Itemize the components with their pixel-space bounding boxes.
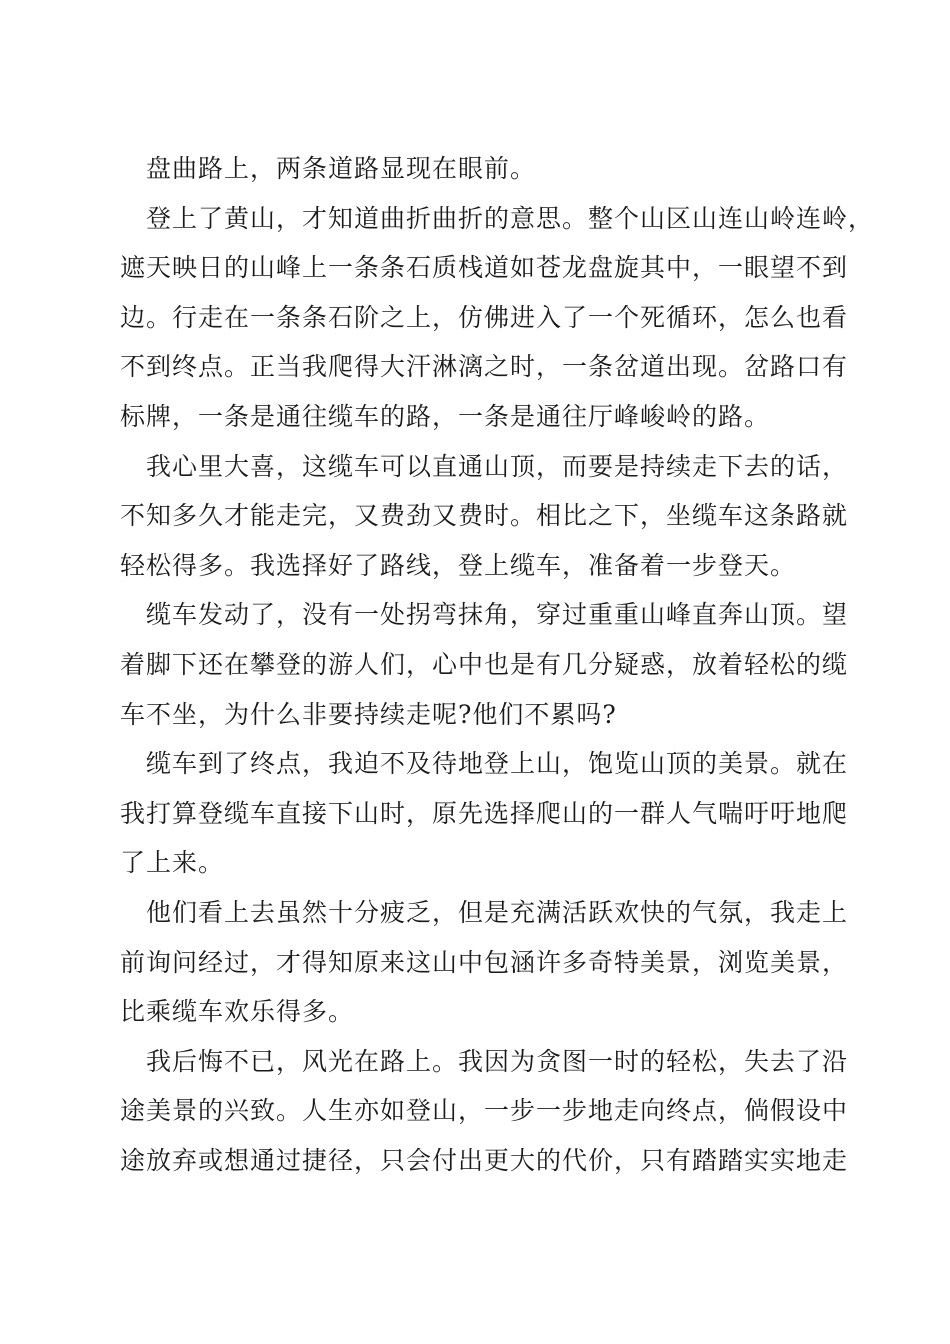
paragraph-line: 轻松得多。我选择好了路线，登上缆车，准备着一步登天。	[120, 550, 797, 580]
paragraph-line: 盘曲路上，两条道路显现在眼前。	[146, 154, 537, 183]
paragraph-line: 途美景的兴致。人生亦如登山，一步一步地走向终点，倘假设中	[120, 1096, 849, 1126]
paragraph-line: 缆车发动了，没有一处拐弯抹角，穿过重重山峰直奔山顶。望	[146, 600, 849, 630]
paragraph-line: 比乘缆车欢乐得多。	[120, 997, 355, 1027]
paragraph-1	[120, 144, 846, 194]
paragraph-line: 了上来。	[120, 848, 225, 878]
paragraph-line: 车不坐，为什么非要持续走呢?他们不累吗?	[120, 699, 617, 729]
paragraph-line: 途放弃或想通过捷径，只会付出更大的代价，只有踏踏实实地走	[120, 1145, 849, 1175]
document-body	[120, 144, 875, 1185]
paragraph-6	[120, 888, 849, 1037]
paragraph-line: 遮天映日的山峰上一条条石质栈道如苍龙盘旋其中，一眼望不到	[120, 253, 849, 283]
paragraph-line: 标牌，一条是通往缆车的路，一条是通往厅峰峻岭的路。	[120, 401, 771, 431]
paragraph-line: 缆车到了终点，我迫不及待地登上山，饱览山顶的美景。就在	[146, 749, 849, 779]
paragraph-3	[120, 442, 849, 591]
paragraph-line: 不到终点。正当我爬得大汗淋漓之时，一条岔道出现。岔路口有	[120, 352, 849, 382]
paragraph-line: 登上了黄山，才知道曲折曲折的意思。整个山区山连山岭连岭，	[146, 203, 875, 233]
paragraph-7	[120, 1037, 849, 1186]
paragraph-line: 着脚下还在攀登的游人们，心中也是有几分疑惑，放着轻松的缆	[120, 649, 849, 679]
paragraph-line: 我后悔不已，风光在路上。我因为贪图一时的轻松，失去了沿	[146, 1046, 849, 1076]
paragraph-line: 不知多久才能走完，又费劲又费时。相比之下，坐缆车这条路就	[120, 501, 849, 531]
paragraph-line: 我心里大喜，这缆车可以直通山顶，而要是持续走下去的话，	[146, 451, 849, 481]
paragraph-line: 前询问经过，才得知原来这山中包涵许多奇特美景，浏览美景，	[120, 947, 849, 977]
paragraph-line: 我打算登缆车直接下山时，原先选择爬山的一群人气喘吁吁地爬	[120, 798, 849, 828]
paragraph-2	[120, 194, 875, 442]
paragraph-line: 边。行走在一条条石阶之上，仿佛进入了一个死循环，怎么也看	[120, 302, 849, 332]
paragraph-line: 他们看上去虽然十分疲乏，但是充满活跃欢快的气氛，我走上	[146, 897, 849, 927]
paragraph-4	[120, 590, 849, 739]
paragraph-5	[120, 739, 849, 888]
